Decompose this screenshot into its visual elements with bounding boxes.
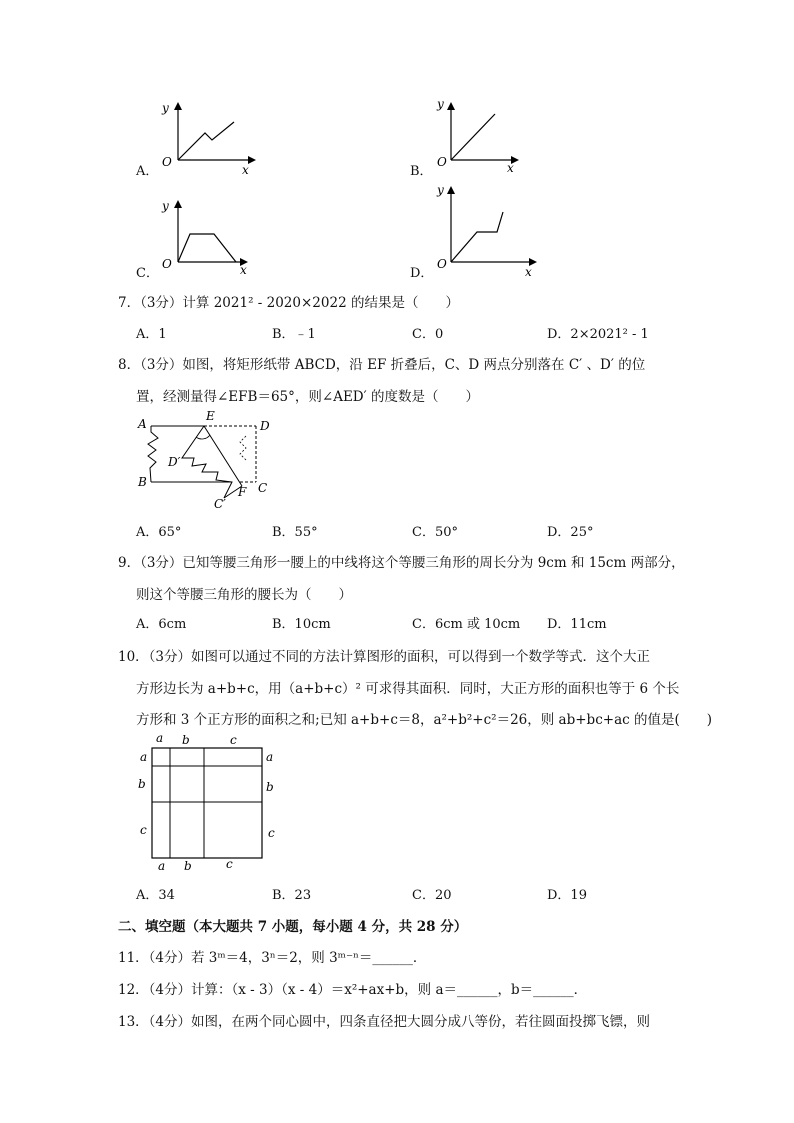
q9-option-d[interactable]: D．11cm xyxy=(547,617,607,632)
graph-option-d-letter[interactable]: D． xyxy=(410,266,434,281)
label-c-prime: C′ xyxy=(214,497,226,511)
q9-option-a[interactable]: A．6cm xyxy=(136,617,187,632)
origin-label: O xyxy=(162,155,172,169)
x-axis-label: x xyxy=(525,265,532,279)
graph-option-c-letter[interactable]: C． xyxy=(136,266,159,281)
origin-label: O xyxy=(437,257,447,271)
question-9-line-2: 则这个等腰三角形的腰长为（ ） xyxy=(136,587,352,603)
q7-option-a[interactable]: A．1 xyxy=(136,327,167,342)
square-area-figure xyxy=(134,728,284,876)
y-axis-label: y xyxy=(162,101,169,115)
graph-option-c xyxy=(160,196,270,278)
q9-option-c[interactable]: C．6cm 或 10cm xyxy=(412,617,521,632)
right-label-b: b xyxy=(266,780,274,794)
question-10-line-3: 方形和 3 个正方形的面积之和;已知 a+b+c＝8，a²+b²+c²＝26，则 ab+bc+ac 的值是( ) xyxy=(136,712,713,728)
graph-option-d xyxy=(433,180,543,279)
graph-option-b xyxy=(433,98,543,180)
x-axis-label: x xyxy=(507,161,514,175)
question-10-line-1: 10．（3分）如图可以通过不同的方法计算图形的面积，可以得到一个数学等式．这个大正 xyxy=(118,649,651,665)
question-8-line-2: 置，经测量得∠EFB＝65°，则∠AED′ 的度数是（ ） xyxy=(136,389,479,405)
bottom-label-b: b xyxy=(184,859,192,873)
question-13: 13．（4分）如图，在两个同心圆中，四条直径把大圆分成八等份，若往圆面投掷飞镖，则 xyxy=(118,1014,651,1030)
q8-option-a[interactable]: A．65° xyxy=(136,525,182,540)
left-label-a: a xyxy=(140,750,148,764)
origin-label: O xyxy=(437,155,447,169)
y-axis-label: y xyxy=(437,183,444,197)
bottom-label-a: a xyxy=(158,859,166,873)
q8-option-d[interactable]: D．25° xyxy=(547,525,594,540)
question-11: 11．（4分）若 3ᵐ＝4，3ⁿ＝2，则 3ᵐ⁻ⁿ＝______． xyxy=(118,950,427,966)
question-9-line-1: 9．（3分）已知等腰三角形一腰上的中线将这个等腰三角形的周长分为 9cm 和 15cm 两部分， xyxy=(118,555,685,571)
question-10-line-2: 方形边长为 a+b+c，用（a+b+c）² 可求得其面积．同时，大正方形的面积也等于 6 个长 xyxy=(136,681,680,697)
graph-option-b-letter[interactable]: B． xyxy=(410,164,433,179)
x-axis-label: x xyxy=(242,163,249,177)
question-8-line-1: 8．（3分）如图，将矩形纸带 ABCD，沿 EF 折叠后，C、D 两点分别落在 C′ 、D′ 的位 xyxy=(118,357,646,373)
label-b: B xyxy=(138,475,147,489)
left-label-b: b xyxy=(138,777,146,791)
y-axis-label: y xyxy=(162,199,169,213)
left-label-c: c xyxy=(140,823,147,837)
label-f: F xyxy=(238,485,247,499)
q10-option-a[interactable]: A．34 xyxy=(136,888,175,903)
right-label-c: c xyxy=(268,826,275,840)
y-axis-label: y xyxy=(437,97,444,111)
q7-option-c[interactable]: C．0 xyxy=(412,327,444,342)
folded-rectangle-figure xyxy=(134,410,284,514)
bottom-label-c: c xyxy=(226,857,233,871)
label-d-prime: D′ xyxy=(168,455,181,469)
graph-option-a-letter[interactable]: A． xyxy=(136,164,159,179)
top-label-c: c xyxy=(230,733,237,747)
question-7: 7．（3分）计算 2021² - 2020×2022 的结果是（ ） xyxy=(118,295,459,311)
label-e: E xyxy=(206,409,215,423)
q8-option-b[interactable]: B．55° xyxy=(272,525,318,540)
label-a: A xyxy=(138,417,147,431)
q10-option-b[interactable]: B．23 xyxy=(272,888,312,903)
label-c: C xyxy=(258,481,268,495)
q7-option-b[interactable]: B．﹣1 xyxy=(272,327,316,342)
label-d: D xyxy=(260,419,270,433)
top-label-b: b xyxy=(182,733,190,747)
top-label-a: a xyxy=(156,731,164,745)
q9-option-b[interactable]: B．10cm xyxy=(272,617,331,632)
graph-option-a xyxy=(160,98,270,180)
question-12: 12．（4分）计算：（x - 3）（x - 4）＝x²+ax+b，则 a＝______，b＝______． xyxy=(118,982,588,998)
q10-option-c[interactable]: C．20 xyxy=(412,888,452,903)
q8-option-c[interactable]: C．50° xyxy=(412,525,458,540)
section-2-heading: 二、填空题（本大题共 7 小题，每小题 4 分，共 28 分） xyxy=(118,919,468,935)
q7-option-d[interactable]: D．2×2021² - 1 xyxy=(547,327,649,342)
origin-label: O xyxy=(162,257,172,271)
x-axis-label: x xyxy=(240,263,247,277)
right-label-a: a xyxy=(266,750,274,764)
q10-option-d[interactable]: D．19 xyxy=(547,888,587,903)
